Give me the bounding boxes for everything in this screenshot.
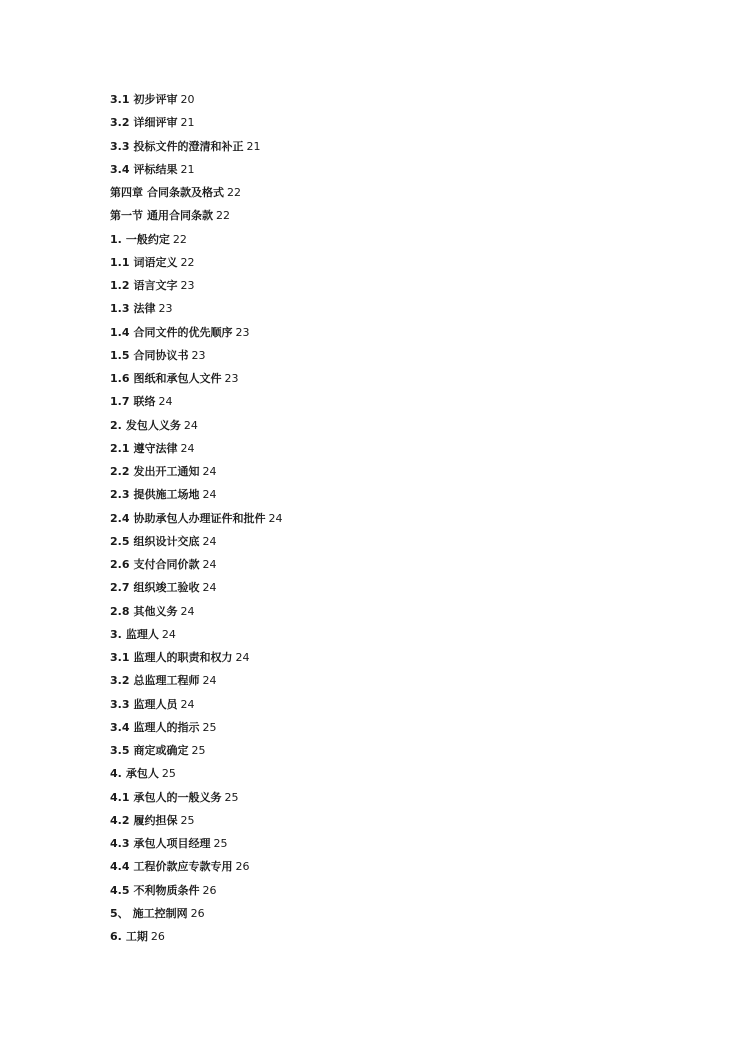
toc-entry-number: 4.5 bbox=[110, 883, 130, 897]
toc-entry bbox=[110, 693, 283, 716]
toc-entry bbox=[110, 414, 283, 437]
toc-entry-page-number: 23 bbox=[224, 372, 239, 385]
toc-entry-number: 6. bbox=[110, 930, 122, 943]
toc-entry-number: 3.3 bbox=[110, 697, 130, 711]
toc-entry-title: 不利物质条件 bbox=[133, 883, 200, 897]
toc-entry-number: 3.1 bbox=[110, 651, 130, 664]
toc-entry-page-number: 25 bbox=[161, 767, 176, 781]
toc-entry bbox=[110, 274, 283, 297]
toc-entry-number: 2.4 bbox=[110, 511, 130, 525]
toc-entry-number: 1.2 bbox=[110, 279, 130, 292]
toc-entry-title: 工程价款应专款专用 bbox=[133, 860, 233, 874]
toc-entry-number: 3.4 bbox=[110, 162, 130, 176]
toc-entry-page-number: 26 bbox=[190, 906, 205, 920]
toc-entry-page-number: 21 bbox=[246, 139, 261, 153]
toc-entry bbox=[110, 437, 283, 460]
toc-entry-page-number: 24 bbox=[161, 627, 176, 641]
toc-entry-number: 2.6 bbox=[110, 558, 130, 571]
toc-entry-number: 5、 bbox=[110, 906, 129, 920]
toc-entry-number: 1.5 bbox=[110, 348, 130, 362]
toc-entry-number: 3.2 bbox=[110, 674, 130, 688]
toc-entry bbox=[110, 716, 283, 739]
toc-entry bbox=[110, 786, 283, 809]
toc-entry-page-number: 21 bbox=[180, 116, 195, 130]
toc-entry bbox=[110, 507, 283, 530]
toc-entry-title: 工期 bbox=[125, 930, 148, 943]
toc-entry-title: 监理人的职责和权力 bbox=[133, 651, 233, 664]
toc-entry-page-number: 24 bbox=[158, 395, 173, 409]
toc-entry-title: 词语定义 bbox=[133, 255, 178, 269]
toc-entry-page-number: 26 bbox=[150, 930, 165, 943]
toc-entry-page-number: 26 bbox=[235, 860, 250, 874]
toc-entry bbox=[110, 367, 283, 390]
toc-entry-number: 1.1 bbox=[110, 255, 130, 269]
toc-entry-page-number: 25 bbox=[202, 720, 217, 734]
toc-entry-title: 发出开工通知 bbox=[133, 465, 200, 478]
toc-entry-page-number: 24 bbox=[202, 581, 217, 595]
toc-entry bbox=[110, 228, 283, 251]
toc-entry bbox=[110, 902, 283, 925]
toc-entry-number: 第四章 bbox=[110, 186, 143, 199]
toc-entry bbox=[110, 321, 283, 344]
toc-entry-title: 商定或确定 bbox=[133, 744, 189, 757]
toc-entry-page-number: 23 bbox=[158, 302, 173, 316]
toc-entry-number: 第一节 bbox=[110, 209, 143, 223]
toc-entry-number: 2.2 bbox=[110, 465, 130, 478]
toc-entry-title: 提供施工场地 bbox=[133, 488, 200, 502]
toc-entry-page-number: 22 bbox=[180, 255, 195, 269]
toc-entry-number: 2.8 bbox=[110, 604, 130, 618]
toc-entry bbox=[110, 762, 283, 785]
toc-entry-page-number: 22 bbox=[172, 232, 187, 246]
toc-entry-number: 2.3 bbox=[110, 488, 130, 502]
toc-entry-title: 通用合同条款 bbox=[147, 209, 213, 223]
toc-entry bbox=[110, 158, 283, 181]
toc-entry-page-number: 25 bbox=[213, 837, 228, 850]
toc-entry bbox=[110, 600, 283, 623]
toc-entry-title: 初步评审 bbox=[133, 93, 178, 106]
toc-entry bbox=[110, 344, 283, 367]
toc-entry-number: 1.3 bbox=[110, 302, 130, 316]
toc-entry-number: 3.2 bbox=[110, 116, 130, 130]
toc-entry bbox=[110, 809, 283, 832]
toc-entry-title: 履约担保 bbox=[133, 813, 178, 827]
toc-entry-number: 1.6 bbox=[110, 372, 130, 385]
toc-entry-page-number: 25 bbox=[224, 790, 239, 804]
toc-entry-number: 2.7 bbox=[110, 581, 130, 595]
toc-entry bbox=[110, 460, 283, 483]
toc-entry-title: 组织竣工验收 bbox=[133, 581, 200, 595]
toc-entry bbox=[110, 646, 283, 669]
toc-entry-number: 4.2 bbox=[110, 813, 130, 827]
toc-entry bbox=[110, 623, 283, 646]
toc-entry-page-number: 24 bbox=[180, 441, 195, 455]
toc-entry-number: 3. bbox=[110, 627, 122, 641]
toc-entry-number: 1. bbox=[110, 232, 122, 246]
toc-entry bbox=[110, 204, 283, 227]
toc-entry-title: 监理人的指示 bbox=[133, 720, 200, 734]
toc-entry-number: 3.4 bbox=[110, 720, 130, 734]
toc-entry-number: 2.5 bbox=[110, 534, 130, 548]
toc-entry-page-number: 24 bbox=[202, 465, 217, 478]
toc-entry bbox=[110, 925, 283, 948]
toc-entry-title: 承包人的一般义务 bbox=[133, 790, 222, 804]
toc-entry-title: 支付合同价款 bbox=[133, 558, 200, 571]
toc-entry-page-number: 26 bbox=[202, 883, 217, 897]
toc-entry-page-number: 24 bbox=[202, 558, 217, 571]
toc-entry-title: 发包人义务 bbox=[125, 418, 181, 432]
toc-entry-number: 4.4 bbox=[110, 860, 130, 874]
toc-entry-page-number: 24 bbox=[268, 511, 283, 525]
toc-entry-number: 1.4 bbox=[110, 325, 130, 339]
toc-entry-number: 3.3 bbox=[110, 139, 130, 153]
toc-entry-title: 承包人项目经理 bbox=[133, 837, 211, 850]
toc-entry-title: 协助承包人办理证件和批件 bbox=[133, 511, 266, 525]
toc-entry bbox=[110, 855, 283, 878]
toc-entry-number: 2. bbox=[110, 418, 122, 432]
toc-entry bbox=[110, 739, 283, 762]
toc-entry bbox=[110, 111, 283, 134]
toc-entry bbox=[110, 832, 283, 855]
toc-entry-page-number: 22 bbox=[227, 186, 241, 199]
toc-entry-title: 联络 bbox=[133, 395, 156, 409]
toc-entry-title: 施工控制网 bbox=[132, 906, 188, 920]
toc-entry-title: 监理人员 bbox=[133, 697, 178, 711]
toc-entry bbox=[110, 251, 283, 274]
toc-entry-page-number: 24 bbox=[180, 604, 195, 618]
toc-entry-title: 合同文件的优先顺序 bbox=[133, 325, 233, 339]
toc-entry-page-number: 24 bbox=[202, 488, 217, 502]
toc-entry bbox=[110, 576, 283, 599]
toc-entry-number: 4. bbox=[110, 767, 122, 781]
toc-entry bbox=[110, 879, 283, 902]
toc-entry-title: 投标文件的澄清和补正 bbox=[133, 139, 244, 153]
toc-entry-page-number: 24 bbox=[235, 651, 250, 664]
toc-entry-title: 承包人 bbox=[125, 767, 159, 781]
toc-entry bbox=[110, 390, 283, 413]
toc-entry-page-number: 23 bbox=[191, 348, 206, 362]
toc-entry bbox=[110, 553, 283, 576]
toc-entry bbox=[110, 88, 283, 111]
table-of-contents bbox=[110, 88, 283, 948]
toc-entry-title: 总监理工程师 bbox=[133, 674, 200, 688]
toc-entry-title: 遵守法律 bbox=[133, 441, 178, 455]
toc-entry-number: 4.3 bbox=[110, 837, 130, 850]
toc-entry-title: 组织设计交底 bbox=[133, 534, 200, 548]
toc-entry-title: 评标结果 bbox=[133, 162, 178, 176]
toc-entry-title: 合同条款及格式 bbox=[147, 186, 224, 199]
toc-entry-title: 一般约定 bbox=[125, 232, 170, 246]
toc-entry-title: 监理人 bbox=[125, 627, 159, 641]
toc-entry-page-number: 23 bbox=[235, 325, 250, 339]
toc-entry-title: 语言文字 bbox=[133, 279, 178, 292]
toc-entry bbox=[110, 297, 283, 320]
toc-entry bbox=[110, 530, 283, 553]
toc-entry-number: 2.1 bbox=[110, 441, 130, 455]
toc-entry-page-number: 25 bbox=[191, 744, 206, 757]
toc-entry-page-number: 24 bbox=[180, 697, 195, 711]
toc-entry-page-number: 23 bbox=[180, 279, 195, 292]
toc-entry bbox=[110, 483, 283, 506]
toc-entry-number: 1.7 bbox=[110, 395, 130, 409]
toc-entry-page-number: 22 bbox=[216, 209, 230, 223]
toc-entry-page-number: 24 bbox=[183, 418, 198, 432]
toc-entry bbox=[110, 181, 283, 204]
toc-entry-number: 4.1 bbox=[110, 790, 130, 804]
toc-entry-page-number: 20 bbox=[180, 93, 195, 106]
toc-entry bbox=[110, 669, 283, 692]
toc-entry-title: 详细评审 bbox=[133, 116, 178, 130]
toc-entry-page-number: 24 bbox=[202, 534, 217, 548]
toc-entry-page-number: 25 bbox=[180, 813, 195, 827]
toc-entry bbox=[110, 135, 283, 158]
toc-entry-page-number: 21 bbox=[180, 162, 195, 176]
toc-entry-number: 3.1 bbox=[110, 93, 130, 106]
toc-entry-title: 其他义务 bbox=[133, 604, 178, 618]
toc-entry-title: 法律 bbox=[133, 302, 156, 316]
toc-entry-title: 合同协议书 bbox=[133, 348, 189, 362]
toc-entry-number: 3.5 bbox=[110, 744, 130, 757]
toc-entry-page-number: 24 bbox=[202, 674, 217, 688]
toc-entry-title: 图纸和承包人文件 bbox=[133, 372, 222, 385]
